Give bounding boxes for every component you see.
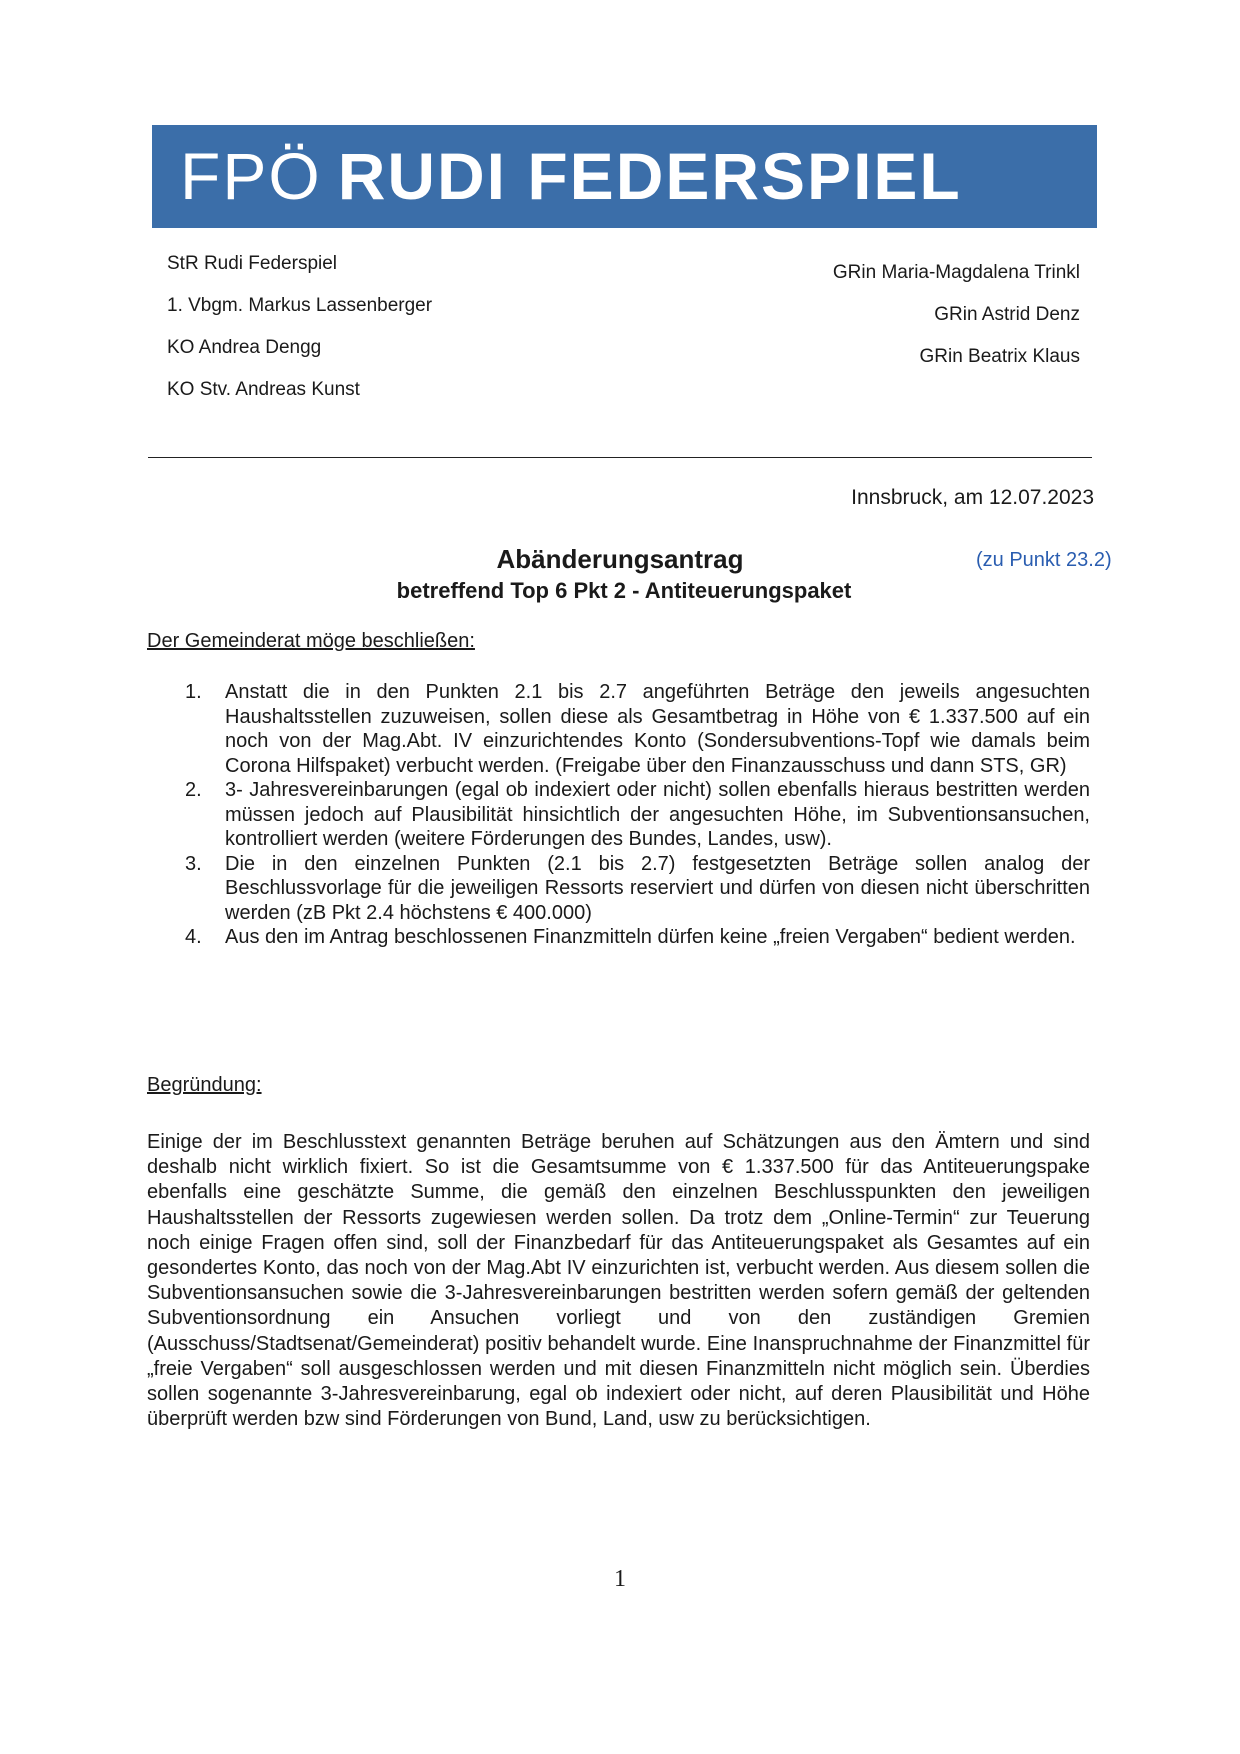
item-number: 4.: [185, 926, 202, 948]
banner-name: RUDI FEDERSPIEL: [337, 139, 962, 213]
signatories-left: [167, 243, 432, 411]
item-number: 2.: [185, 779, 202, 801]
title-text: Abänderungsantrag: [496, 544, 744, 574]
reference-note: (zu Punkt 23.2): [976, 549, 1112, 571]
signatory: KO Andrea Dengg: [167, 337, 322, 358]
signatory: GRin Astrid Denz: [934, 304, 1080, 325]
motion-items: [185, 680, 1090, 950]
reason-heading: Begründung:: [147, 1074, 262, 1096]
motion-item: [185, 778, 1090, 852]
signatory: GRin Maria-Magdalena Trinkl: [832, 262, 1080, 283]
motion-item: [185, 925, 1090, 950]
signatories-right: [833, 252, 1080, 378]
item-number: 1.: [185, 681, 202, 703]
item-text: 3- Jahresvereinbarungen (egal ob indexiert oder nicht) sollen ebenfalls hieraus bestritten werden müssen jedoch auf Plausibilität hinsichtlich der angesuchten Höhe, im Subventionsansuchen, kontrolliert werden (weitere Förderungen des Bundes, Landes, usw).: [225, 779, 1090, 850]
signatory: GRin Beatrix Klaus: [919, 346, 1080, 367]
banner-party: FPÖ: [180, 139, 322, 213]
item-number: 3.: [185, 852, 202, 875]
signatory: 1. Vbgm. Markus Lassenberger: [167, 295, 433, 316]
motion-item: [185, 852, 1090, 926]
signatory: KO Stv. Andreas Kunst: [167, 379, 360, 400]
motion-item: [185, 680, 1090, 778]
item-text: Aus den im Antrag beschlossenen Finanzmitteln dürfen keine „freien Vergaben“ bedient werden.: [225, 926, 1076, 948]
subtitle-text: betreffend Top 6 Pkt 2 - Antiteuerungspaket: [396, 578, 852, 603]
page-number: 1: [614, 1566, 626, 1592]
motion-heading: Der Gemeinderat möge beschließen:: [147, 630, 475, 652]
reason-paragraph: Einige der im Beschlusstext genannten Beträge beruhen auf Schätzungen aus den Ämtern und sind deshalb nicht wirklich fixiert. So ist die Gesamtsumme von € 1.337.500 für das Antiteuerungspake ebenfalls eine geschätzte Summe, die gemäß den einzelnen Beschlusspunkten den jeweiligen Haushaltsstellen der Ressorts zugewiesen werden sollen. Da trotz dem „Online-Termin“ zur Teuerung noch einige Fragen offen sind, soll der Finanzbedarf für das Antiteuerungspaket als Gesamtes auf ein gesondertes Konto, das noch von der Mag.Abt IV einzurichten ist, verbucht werden. Aus diesem sollen die Subventionsansuchen sowie die 3-Jahresvereinbarungen bestritten werden sofern gemäß der geltenden Subventionsordnung ein Ansuchen vorliegt und von den zuständigen Gremien (Ausschuss/Stadtsenat/Gemeinderat) positiv behandelt wurde. Eine Inanspruchnahme der Finanzmittel für „freie Vergaben“ soll ausgeschlossen werden und mit diesen Finanzmitteln nicht möglich sein. Überdies sollen sogenannte 3-Jahresvereinbarung, egal ob indexiert oder nicht, auf deren Plausibilität und Höhe überprüft werden bzw sind Förderungen von Bund, Land, usw zu berücksichtigen.: [147, 1131, 1090, 1431]
divider: [148, 457, 1092, 458]
item-text: Anstatt die in den Punkten 2.1 bis 2.7 angeführten Beträge den jeweils angesuchten Haushaltsstellen zuzuweisen, sollen diese als Gesamtbetrag in Höhe von € 1.337.500 auf ein noch von der Mag.Abt. IV einzurichtendes Konto (Sondersubventions-Topf wie damals beim Corona Hilfspaket) verbucht werden. (Freigabe über den Finanzausschuss und dann STS, GR): [225, 681, 1090, 777]
date-line: Innsbruck, am 12.07.2023: [851, 486, 1094, 509]
document-subtitle: [0, 578, 1240, 604]
party-banner: [152, 125, 1097, 228]
item-text: Die in den einzelnen Punkten (2.1 bis 2.7) festgesetzten Beträge sollen analog der Beschlussvorlage für die jeweiligen Ressorts reserviert und dürfen von diesen nicht überschritten werden (zB Pkt 2.4 höchstens € 400.000): [225, 852, 1090, 924]
signatory: StR Rudi Federspiel: [167, 253, 338, 274]
